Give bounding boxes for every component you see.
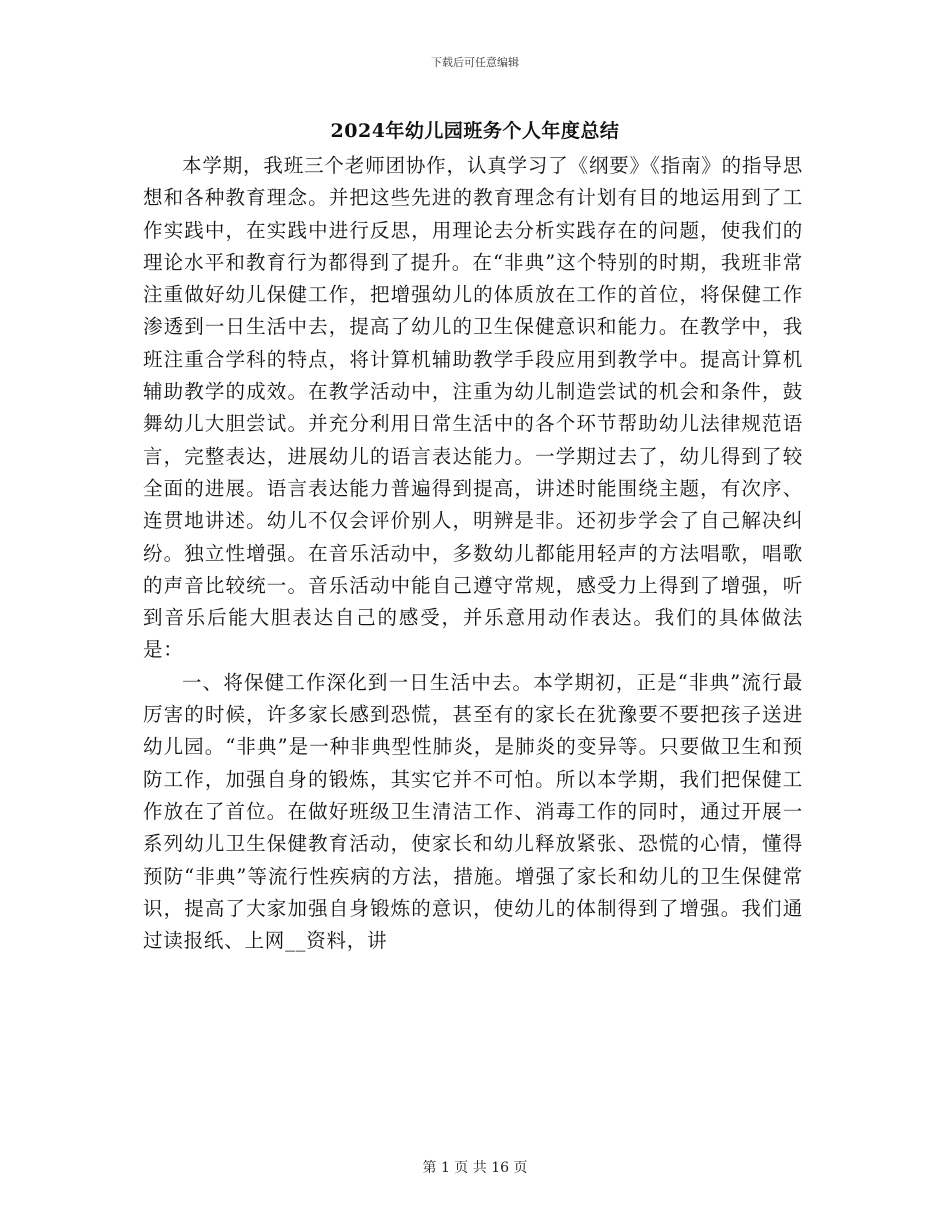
paragraph-intro: 本学期，我班三个老师团协作，认真学习了《纲要》《指南》的指导思想和各种教育理念。并把这些先进的教育理念有计划有目的地运用到了工作实践中，在实践中进行反思，用理论去分析实践存在的问题，使我们的理论水平和教育行为都得到了提升。在“非典”这个特别的时期，我班非常注重做好幼儿保健工作，把增强幼儿的体质放在工作的首位，将保健工作渗透到一日生活中去，提高了幼儿的卫生保健意识和能力。在教学中，我班注重合学科的特点，将计算机辅助教学手段应用到教学中。提高计算机辅助教学的成效。在教学活动中，注重为幼儿制造尝试的机会和条件，鼓舞幼儿大胆尝试。并充分利用日常生活中的各个环节帮助幼儿法律规范语言，完整表达，进展幼儿的语言表达能力。一学期过去了，幼儿得到了较全面的进展。语言表达能力普遍得到提高，讲述时能围绕主题，有次序、连贯地讲述。幼儿不仅会评价别人，明辨是非。还初步学会了自己解决纠纷。独立性增强。在音乐活动中，多数幼儿都能用轻声的方法唱歌，唱歌的声音比较统一。音乐活动中能自己遵守常规，感受力上得到了增强，听到音乐后能大胆表达自己的感受，并乐意用动作表达。我们的具体做法是： (143, 154, 803, 662)
page-number: 第 1 页 共 16 页 (422, 1160, 528, 1176)
document-title: 2024年幼儿园班务个人年度总结 (330, 120, 620, 142)
paragraph-section-one: 一、将保健工作深化到一日生活中去。本学期初，正是“非典”流行最厉害的时候，许多家长感到恐慌，甚至有的家长在犹豫要不要把孩子送进幼儿园。“非典”是一种非典型性肺炎，是肺炎的变异等。只要做卫生和预防工作，加强自身的锻炼，其实它并不可怕。所以本学期，我们把保健工作放在了首位。在做好班级卫生清洁工作、消毒工作的同时，通过开展一系列幼儿卫生保健教育活动，使家长和幼儿释放紧张、恐慌的心情，懂得预防“非典”等流行性疾病的方法，措施。增强了家长和幼儿的卫生保健常识，提高了大家加强自身锻炼的意识，使幼儿的体制得到了增强。我们通过读报纸、上网__资料，讲 (143, 670, 803, 953)
document-body (143, 150, 803, 957)
header-note: 下载后可任意编辑 (431, 56, 519, 69)
